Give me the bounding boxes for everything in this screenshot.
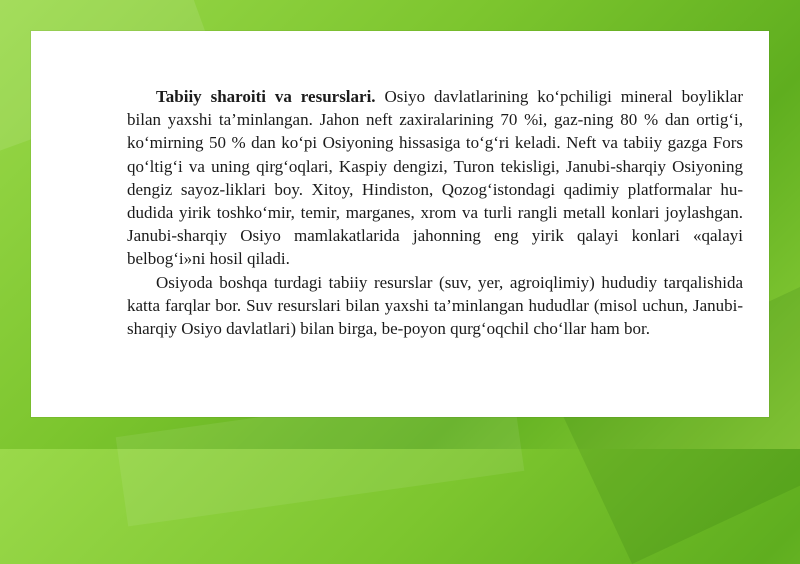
paragraph-1-text: Osiyo davlatlarining ko‘pchiligi mineral boyliklar bilan yaxshi ta’minlangan. Jahon neft zaxiralarining 70 %i, gaz-ning 80 % dan ortig‘i, ko‘mirning 50 % dan ko‘pi Osiyoning hissasiga to‘g‘ri keladi. Neft va tabiiy gazga Fors qo‘ltig‘i va uning qirg‘oqlari, Kaspiy dengizi, Turon tekisligi, Janubi-sharqiy Osiyoning dengiz sayoz-liklari boy. Xitoy, Hindiston, Qozog‘istondagi qadimiy platformalar hu-dudida yirik toshko‘mir, temir, marganes, xrom va turli rangli metall konlari joylashgan. Janubi-sharqiy Osiyo mamlakatlarida jahonning eng yirik qalayi konlari «qalayi belbog‘i»ni hosil qiladi. <box>127 87 743 269</box>
paragraph-1 <box>127 85 743 271</box>
body-text <box>127 85 743 340</box>
paragraph-2: Osiyoda boshqa turdagi tabiiy resurslar (suv, yer, agroiqlimiy) hududiy tarqalishida katta farqlar bor. Suv resurslari bilan yaxshi ta’minlangan hududlar (misol uchun, Janubi-sharqiy Osiyo davlatlari) bilan birga, be-poyon qurg‘oqchil cho‘llar ham bor. <box>127 272 743 339</box>
text-page <box>31 31 769 417</box>
section-heading: Tabiiy sharoiti va resurslari. <box>156 87 376 106</box>
